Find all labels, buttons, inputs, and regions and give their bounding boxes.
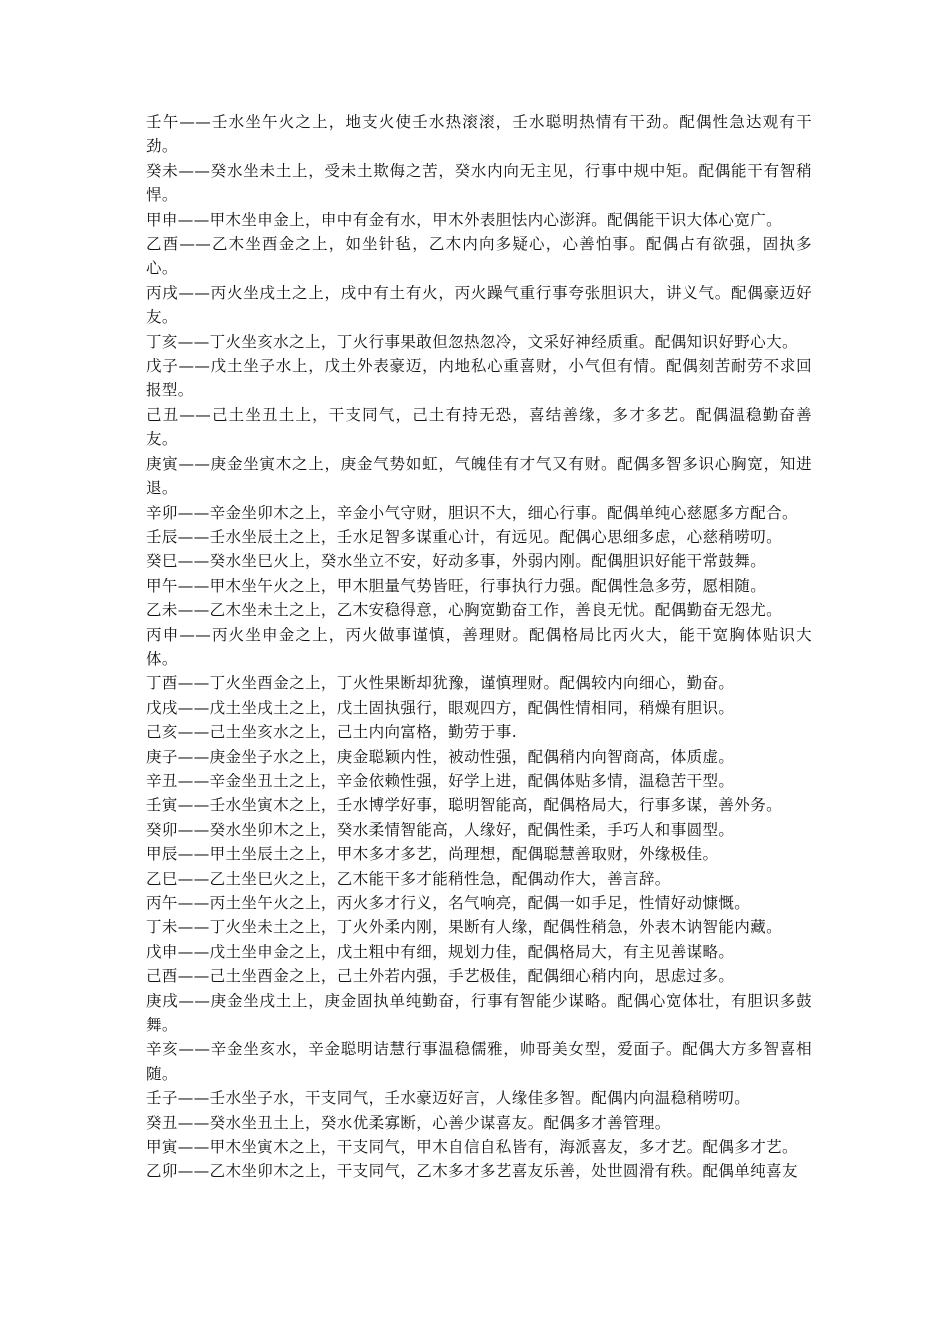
text-entry-jihai: 己亥——己土坐亥水之上，己土内向富格，勤劳于事. — [146, 723, 518, 742]
text-entry-dingwei: 丁未——丁火坐未土之上，丁火外柔内刚，果断有人缘，配偶性稍急，外表木讷智能内藏。 — [146, 918, 783, 937]
text-entry-guimao: 癸卯——癸水坐卯木之上，癸水柔情智能高，人缘好，配偶性柔，手巧人和事圆型。 — [146, 820, 735, 839]
text-entry-dinghai: 丁亥——丁火坐亥水之上，丁火行事果敢但忽热忽冷，文采好神经质重。配偶知识好野心大。 — [146, 332, 798, 351]
text-entry-guisi: 癸巳——癸水坐巳火上，癸水坐立不安，好动多事，外弱内刚。配偶胆识好能干常鼓舞。 — [146, 552, 767, 571]
text-entry-gengzi: 庚子——庚金坐子水之上，庚金聪颖内性，被动性强，配偶稍内向智商高，体质虚。 — [146, 747, 735, 766]
text-entry-yisi: 乙巳——乙土坐巳火之上，乙木能干多才能稍性急，配偶动作大，善言辞。 — [146, 869, 671, 888]
document-body — [146, 110, 812, 1184]
text-entry-jiayin: 甲寅——甲木坐寅木之上，干支同气，甲木自信自私皆有，海派喜友，多才艺。配偶多才艺。 — [146, 1138, 798, 1157]
text-entry-bingxu: 丙戌——丙火坐戌土之上，戌中有土有火，丙火躁气重行事夸张胆识大，讲义气。配偶豪迈好友。 — [146, 283, 812, 327]
text-entry-guiwei: 癸未——癸水坐未土上，受未土欺侮之苦，癸水内向无主见，行事中规中矩。配偶能干有智稍悍。 — [146, 161, 812, 205]
text-entry-renzi: 壬子——壬水坐子水，干支同气，壬水豪迈好言，人缘佳多智。配偶内向温稳稍唠叨。 — [146, 1089, 751, 1108]
text-entry-gengxu: 庚戌——庚金坐戌土上，庚金固执单纯勤奋，行事有智能少谋略。配偶心宽体壮，有胆识多鼓舞。 — [146, 991, 812, 1035]
text-entry-bingshen: 丙申——丙火坐申金之上，丙火做事谨慎，善理财。配偶格局比丙火大，能干宽胸体贴识大体。 — [146, 625, 812, 668]
text-entry-xinmao: 辛卯——辛金坐卯木之上，辛金小气守财，胆识不大，细心行事。配偶单纯心慈愿多方配合。 — [146, 503, 798, 522]
text-entry-xinchou: 辛丑——辛金坐丑土之上，辛金依赖性强，好学上进，配偶体贴多情，温稳苦干型。 — [146, 771, 735, 790]
text-entry-dingyou: 丁酉——丁火坐酉金之上，丁火性果断却犹豫，谨慎理财。配偶较内向细心，勤奋。 — [146, 674, 735, 693]
text-entry-jiashen: 甲申——甲木坐申金上，申中有金有水，甲木外表胆怯内心澎湃。配偶能干识大体心宽广。 — [146, 210, 783, 229]
text-entry-wushen: 戊申——戊土坐申金之上，戊土粗中有细，规划力佳，配偶格局大，有主见善谋略。 — [146, 942, 735, 961]
text-entry-yiwei: 乙未——乙木坐未土之上，乙木安稳得意，心胸宽勤奋工作，善良无忧。配偶勤奋无怨尤。 — [146, 601, 783, 620]
text-entry-jichou: 己丑——己土坐丑土上，干支同气，己土有持无恐，喜结善缘，多才多艺。配偶温稳勤奋善友。 — [146, 405, 812, 449]
text-entry-guichou: 癸丑——癸水坐丑土上，癸水优柔寡断，心善少谋喜友。配偶多才善管理。 — [146, 1113, 671, 1132]
text-entry-renyin: 壬寅——壬水坐寅木之上，壬水博学好事，聪明智能高，配偶格局大，行事多谋，善外务。 — [146, 796, 783, 815]
text-entry-jiachen: 甲辰——甲土坐辰土之上，甲木多才多艺，尚理想，配偶聪慧善取财，外缘极佳。 — [146, 845, 719, 864]
text-entry-jiawu: 甲午——甲木坐午火之上，甲木胆量气势皆旺，行事执行力强。配偶性急多劳，愿相随。 — [146, 576, 767, 595]
text-entry-xinhai: 辛亥——辛金坐亥水，辛金聪明诘慧行事温稳儒雅，帅哥美女型，爱面子。配偶大方多智喜相随。 — [146, 1040, 812, 1083]
text-entry-wuxu: 戊戌——戊土坐戌土之上，戊土固执强行，眼观四方，配偶性情相同，稍燥有胆识。 — [146, 698, 735, 717]
text-entry-yimao: 乙卯——乙木坐卯木之上，干支同气，乙木多才多艺喜友乐善，处世圆滑有秩。配偶单纯喜友 — [146, 1162, 798, 1181]
text-entry-gengyin: 庚寅——庚金坐寅木之上，庚金气势如虹，气魄佳有才气又有财。配偶多智多识心胸宽，知进退。 — [146, 454, 812, 498]
text-entry-bingwu: 丙午——丙土坐午火之上，丙火多才行义，名气响亮，配偶一如手足，性情好动慷慨。 — [146, 894, 751, 912]
text-entry-wuzi: 戊子——戊土坐子水上，戊土外表豪迈，内地私心重喜财，小气但有情。配偶刻苦耐劳不求回报型。 — [146, 357, 812, 400]
text-entry-yiyou: 乙酉——乙木坐酉金之上，如坐针毡，乙木内向多疑心，心善怕事。配偶占有欲强，固执多心。 — [146, 235, 812, 278]
text-entry-renwu: 壬午——壬水坐午火之上，地支火使壬水热滚滚，壬水聪明热情有干劲。配偶性急达观有干劲。 — [146, 113, 812, 156]
text-entry-renchen: 壬辰——壬水坐辰土之上，壬水足智多谋重心计，有远见。配偶心思细多虑，心慈稍唠叨。 — [146, 527, 783, 546]
text-entry-jiyou: 己酉——己土坐酉金之上，己土外若内强，手艺极佳，配偶细心稍内向，思虑过多。 — [146, 967, 735, 986]
